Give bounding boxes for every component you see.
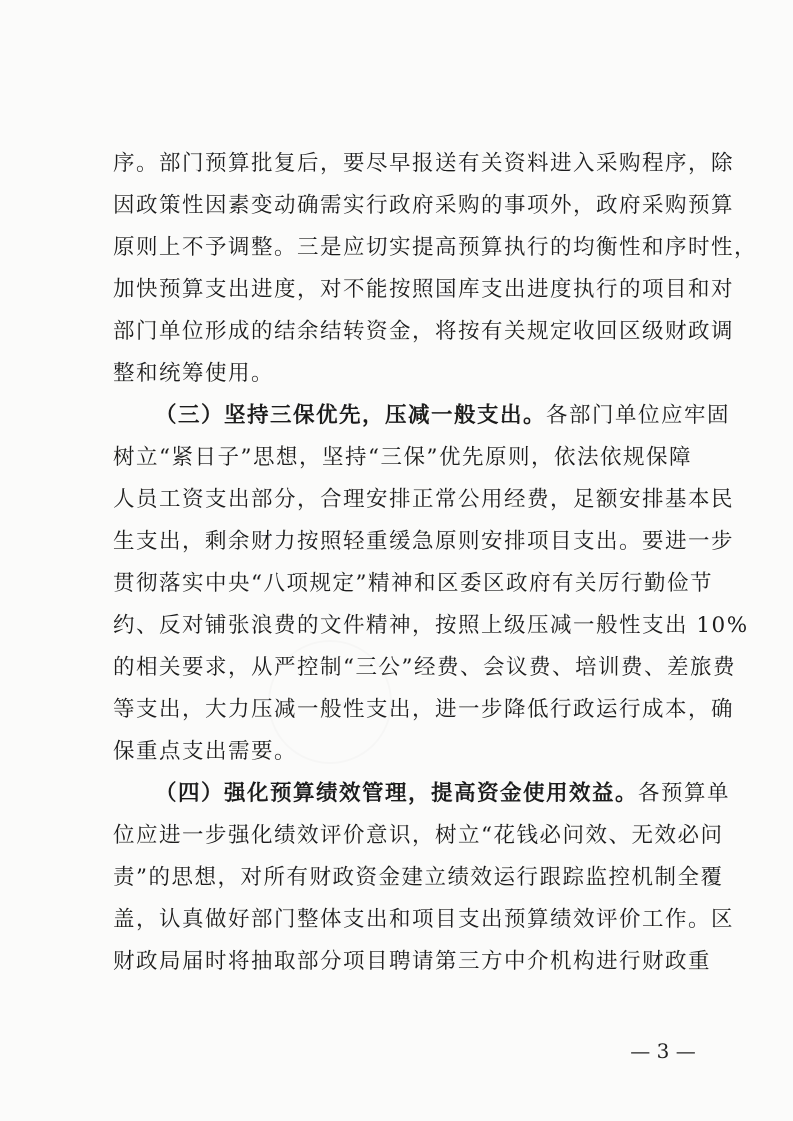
paragraph-line: 财政局届时将抽取部分项目聘请第三方中介机构进行财政重: [113, 949, 712, 974]
paragraph-line: 约、反对铺张浪费的文件精神，按照上级压减一般性支出 10%: [113, 613, 749, 638]
paragraph-line: 生支出，剩余财力按照轻重缓急原则安排项目支出。要进一步: [113, 529, 735, 554]
section-three-text: 各部门单位应牢固: [546, 403, 731, 428]
section-four-text: 各预算单: [638, 781, 731, 806]
section-four-first-line: [155, 774, 731, 814]
paragraph-line: 的相关要求，从严控制“三公”经费、会议费、培训费、差旅费: [113, 655, 736, 680]
paragraph-line: 盖，认真做好部门整体支出和项目支出预算绩效评价工作。区: [113, 907, 735, 932]
paragraph-line: 序。部门预算批复后，要尽早报送有关资料进入采购程序，除: [113, 151, 735, 176]
paragraph-line: 等支出，大力压减一般性支出，进一步降低行政运行成本，确: [113, 697, 735, 722]
section-four-heading: （四）强化预算绩效管理，提高资金使用效益。: [155, 781, 639, 806]
paragraph-line: 整和统筹使用。: [113, 361, 275, 386]
paragraph-line: 人员工资支出部分，合理安排正常公用经费，足额安排基本民: [113, 487, 735, 512]
paragraph-line: 原则上不予调整。三是应切实提高预算执行的均衡性和序时性，: [113, 235, 758, 260]
paragraph-line: 部门单位形成的结余结转资金，将按有关规定收回区级财政调: [113, 319, 735, 344]
paragraph-line: 责”的思想，对所有财政资金建立绩效运行跟踪监控机制全覆: [113, 865, 724, 890]
paragraph-line: 位应进一步强化绩效评价意识，树立“花钱必问效、无效必问: [113, 823, 724, 848]
paragraph-line: 加快预算支出进度，对不能按照国库支出进度执行的项目和对: [113, 277, 735, 302]
section-three-first-line: [155, 396, 731, 436]
page-number: — 3 —: [630, 1039, 696, 1063]
paragraph-line: 因政策性因素变动确需实行政府采购的事项外，政府采购预算: [113, 193, 735, 218]
paragraph-line: 保重点支出需要。: [113, 739, 298, 764]
paragraph-line: 树立“紧日子”思想，坚持“三保”优先原则，依法依规保障: [113, 445, 692, 470]
paragraph-line: 贯彻落实中央“八项规定”精神和区委区政府有关厉行勤俭节: [113, 571, 713, 596]
section-three-heading: （三）坚持三保优先，压减一般支出。: [155, 403, 547, 428]
